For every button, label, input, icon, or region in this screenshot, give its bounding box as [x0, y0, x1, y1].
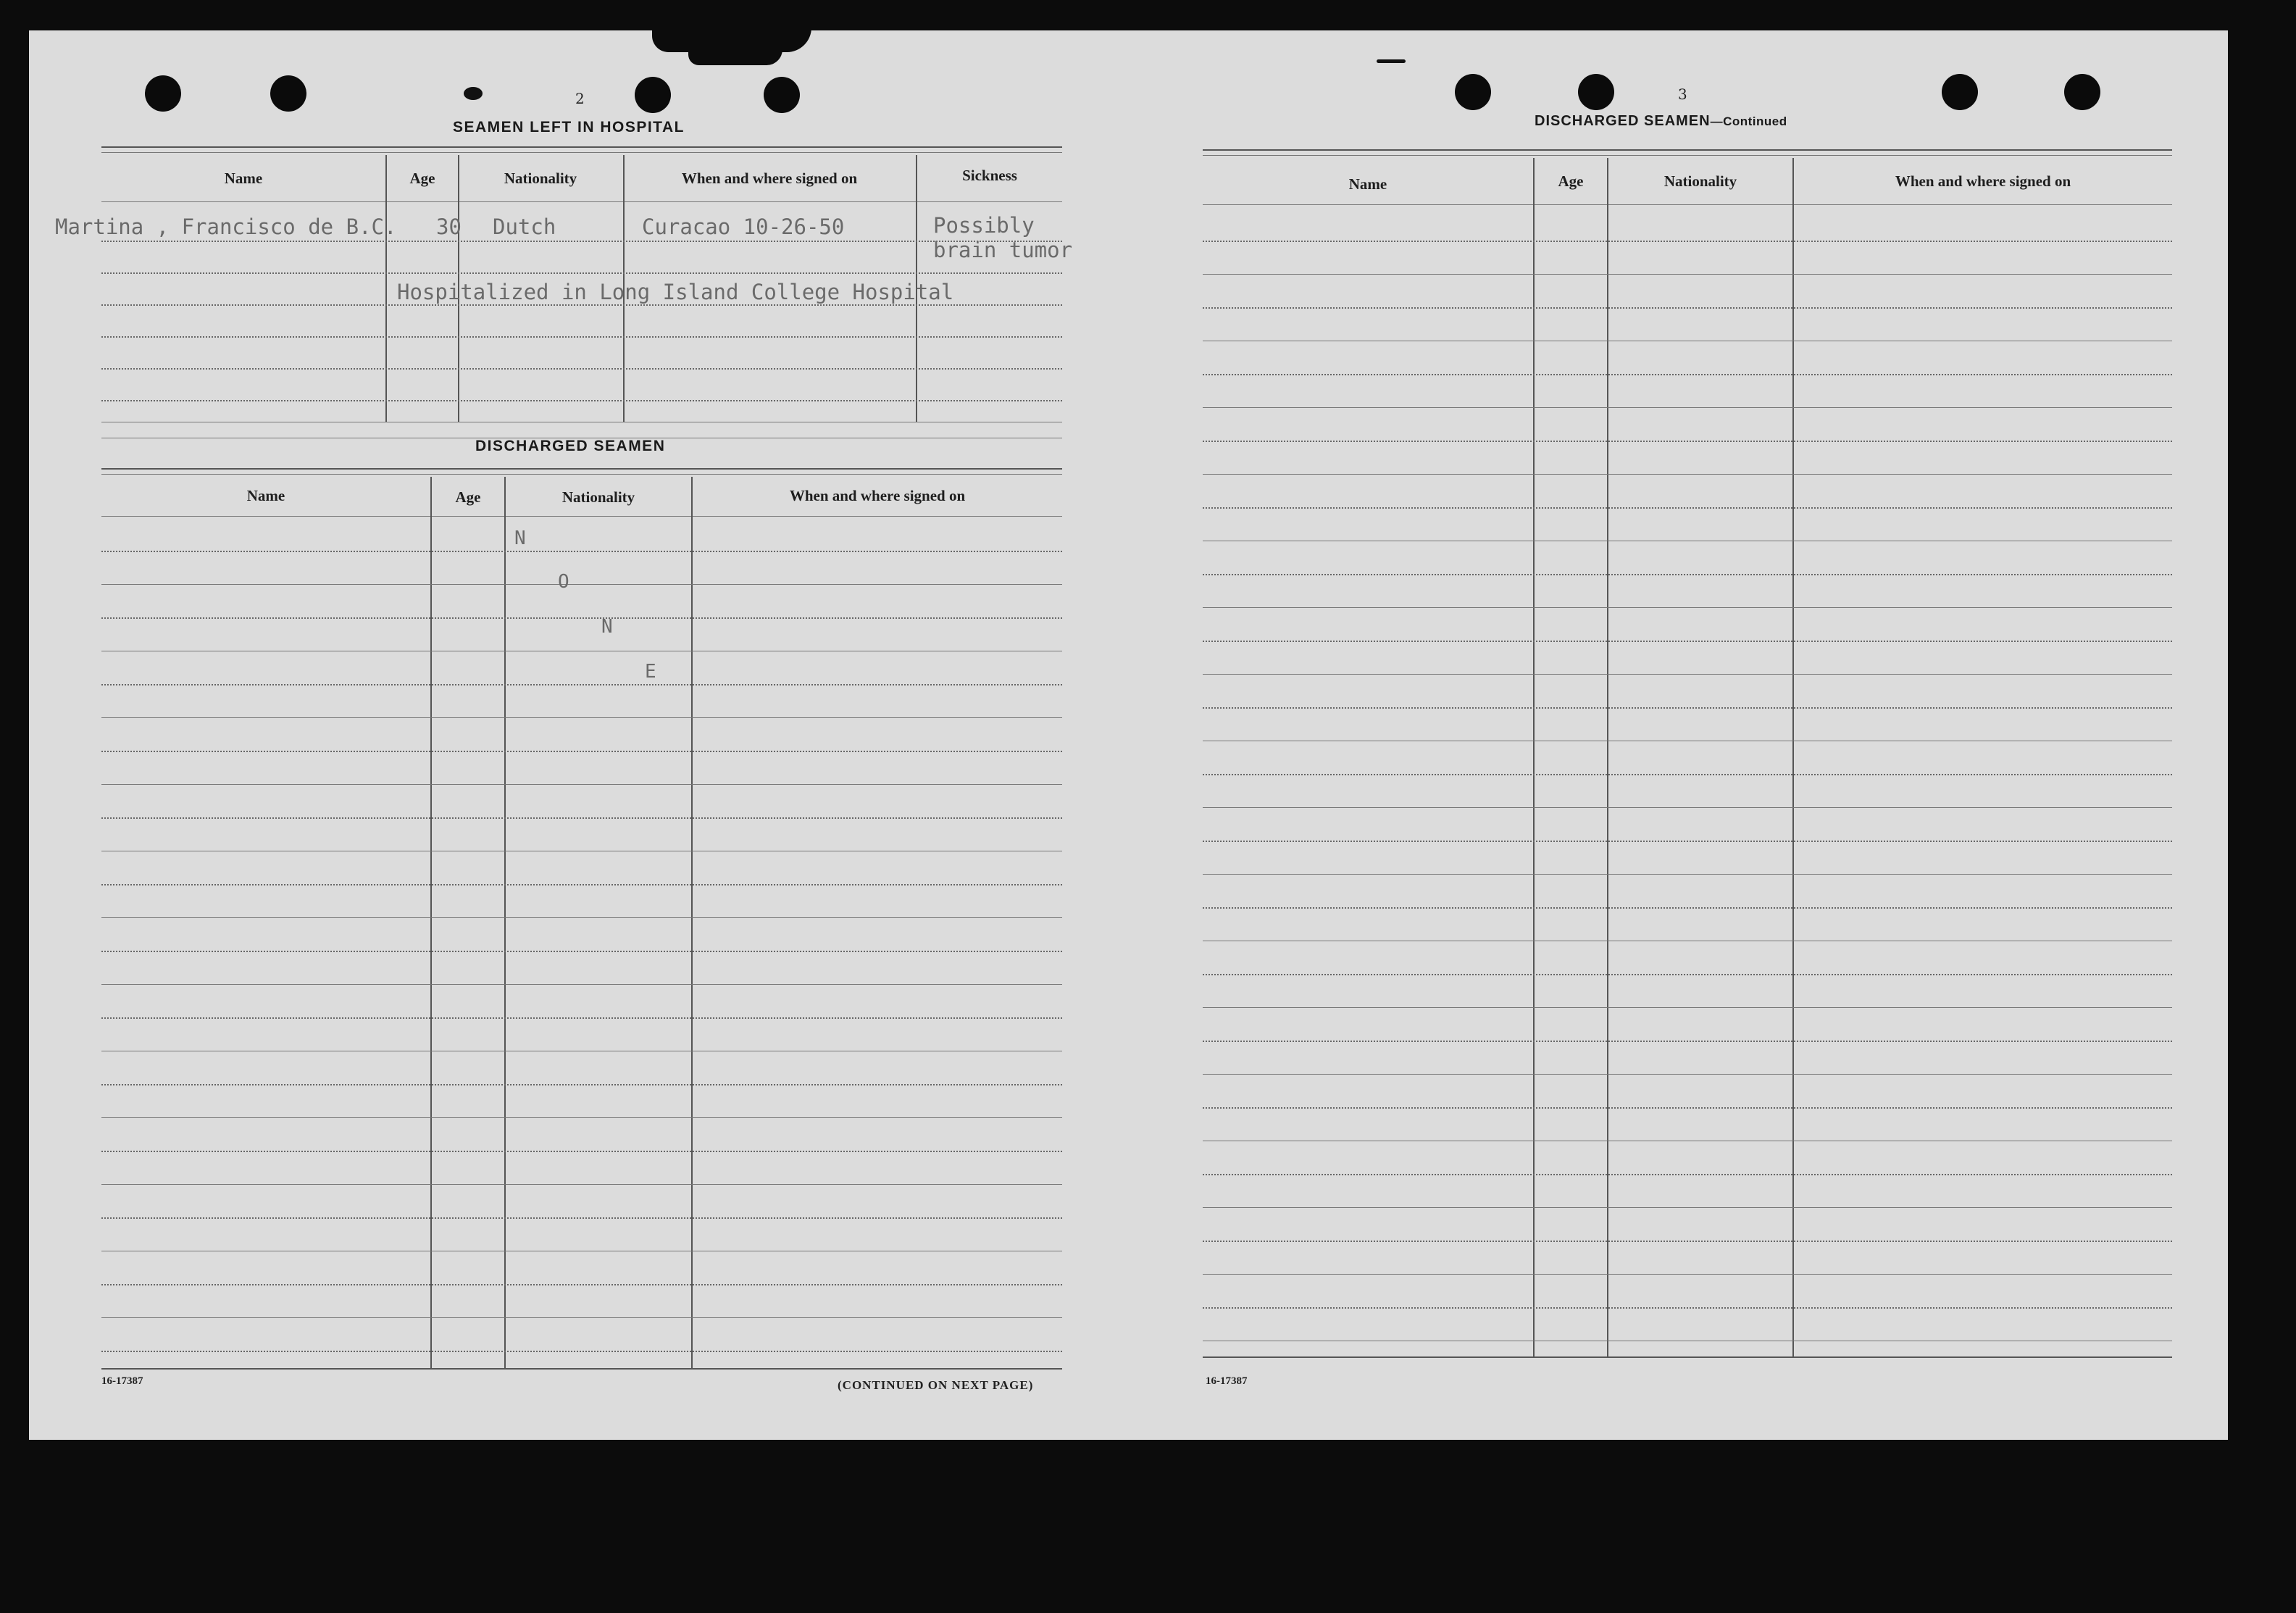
table-row	[1203, 1107, 2172, 1109]
table-row	[101, 917, 1062, 918]
table-row	[101, 1317, 1062, 1318]
table-row	[1203, 874, 2172, 875]
table-row	[101, 751, 1062, 752]
table-rule	[1203, 204, 2172, 205]
column-divider	[691, 477, 693, 1368]
punch-hole	[2064, 74, 2100, 110]
table-rule	[101, 146, 1062, 148]
none-letter: N	[601, 616, 613, 638]
table-rule	[1203, 155, 2172, 156]
table-row	[1203, 307, 2172, 309]
table-row	[1203, 774, 2172, 775]
column-header-name: Name	[1348, 175, 1387, 193]
table-row	[101, 1184, 1062, 1185]
table-rule	[101, 468, 1062, 470]
table-row	[101, 1117, 1062, 1118]
paper-tear	[688, 49, 782, 65]
none-letter: O	[558, 571, 569, 593]
document-page	[29, 30, 2228, 1440]
table-row	[1203, 974, 2172, 975]
table-row	[101, 241, 1062, 242]
seaman-sickness-line1: Possibly	[933, 213, 1035, 238]
punch-hole	[764, 77, 800, 113]
table-row	[1203, 1274, 2172, 1275]
table-row	[101, 617, 1062, 619]
table-row	[101, 984, 1062, 985]
column-header-signed-on: When and where signed on	[681, 170, 858, 187]
table-row	[101, 684, 1062, 685]
table-row	[101, 951, 1062, 952]
seaman-age: 30	[436, 214, 462, 239]
punch-hole	[1942, 74, 1978, 110]
table-row	[1203, 407, 2172, 408]
table-row	[1203, 1041, 2172, 1042]
table-row	[101, 1284, 1062, 1285]
table-row	[101, 400, 1062, 401]
table-row	[101, 1084, 1062, 1085]
column-header-signed-on: When and where signed on	[1895, 172, 2071, 190]
column-header-signed-on: When and where signed on	[789, 487, 966, 504]
column-divider	[1607, 158, 1608, 1356]
table-row	[101, 551, 1062, 552]
table-row	[1203, 674, 2172, 675]
page-number: 2	[575, 90, 585, 107]
table-rule	[101, 516, 1062, 517]
table-rule	[101, 201, 1062, 202]
column-divider	[1792, 158, 1794, 1356]
table-rule	[101, 152, 1062, 153]
column-header-age: Age	[1558, 172, 1584, 190]
punch-hole	[145, 75, 181, 112]
table-row	[101, 1017, 1062, 1019]
none-letter: N	[514, 528, 526, 549]
seaman-sickness-line2: brain tumor	[933, 238, 1073, 262]
seaman-nationality: Dutch	[493, 214, 556, 239]
table-row	[101, 817, 1062, 819]
punch-hole	[635, 77, 671, 113]
ink-smudge	[464, 87, 483, 100]
punch-hole	[1455, 74, 1491, 110]
table-row	[101, 584, 1062, 585]
seaman-name: Martina , Francisco de B.C.	[55, 214, 397, 239]
section-title-hospital: SEAMEN LEFT IN HOSPITAL	[453, 119, 685, 136]
table-row	[101, 1217, 1062, 1219]
none-letter: E	[645, 661, 656, 683]
table-rule	[101, 474, 1062, 475]
table-row	[101, 272, 1062, 274]
table-row	[1203, 507, 2172, 509]
table-row	[1203, 374, 2172, 375]
table-row	[101, 336, 1062, 338]
table-row	[1203, 907, 2172, 909]
table-row	[1203, 607, 2172, 608]
table-rule	[1203, 149, 2172, 151]
table-row	[1203, 1307, 2172, 1309]
table-row	[101, 884, 1062, 885]
table-row	[101, 784, 1062, 785]
table-row	[1203, 807, 2172, 808]
table-row	[101, 304, 1062, 306]
table-rule	[101, 1368, 1062, 1370]
column-header-name: Name	[224, 170, 263, 187]
column-divider	[430, 477, 432, 1368]
table-rule	[1203, 1356, 2172, 1358]
section-title-discharged: DISCHARGED SEAMEN	[475, 438, 666, 454]
column-divider	[504, 477, 506, 1368]
table-row	[1203, 474, 2172, 475]
title-main: DISCHARGED SEAMEN	[1535, 113, 1711, 129]
column-divider	[1533, 158, 1535, 1356]
table-row	[101, 368, 1062, 370]
table-row	[101, 1151, 1062, 1152]
page-number: 3	[1678, 86, 1687, 103]
column-header-sickness: Sickness	[962, 167, 1017, 184]
column-divider	[385, 155, 387, 422]
table-row	[1203, 1174, 2172, 1175]
table-row	[1203, 574, 2172, 575]
table-row	[1203, 841, 2172, 842]
table-row	[1203, 441, 2172, 442]
paper-tear	[652, 28, 811, 52]
table-row	[1203, 1207, 2172, 1208]
table-row	[1203, 641, 2172, 642]
hospital-note: Hospitalized in Long Island College Hospital	[397, 280, 954, 304]
table-row	[1203, 241, 2172, 242]
column-header-age: Age	[409, 170, 435, 187]
column-header-nationality: Nationality	[562, 488, 635, 506]
column-header-name: Name	[246, 487, 285, 504]
table-row	[101, 717, 1062, 718]
table-row	[101, 1351, 1062, 1352]
punch-hole	[1578, 74, 1614, 110]
continued-note: (CONTINUED ON NEXT PAGE)	[838, 1378, 1034, 1392]
form-number: 16-17387	[101, 1375, 143, 1387]
section-title-discharged-continued	[1535, 113, 1787, 130]
table-row	[1203, 707, 2172, 709]
table-row	[1203, 1007, 2172, 1008]
column-header-nationality: Nationality	[1663, 172, 1737, 190]
table-row	[1203, 274, 2172, 275]
ink-smudge	[1377, 59, 1406, 63]
form-number: 16-17387	[1206, 1375, 1248, 1387]
column-header-nationality: Nationality	[504, 170, 577, 187]
column-header-age: Age	[455, 488, 481, 506]
table-row	[1203, 1241, 2172, 1242]
title-sub: —Continued	[1710, 114, 1787, 128]
table-row	[1203, 1074, 2172, 1075]
punch-hole	[270, 75, 306, 112]
seaman-signed-on: Curacao 10-26-50	[642, 214, 845, 239]
